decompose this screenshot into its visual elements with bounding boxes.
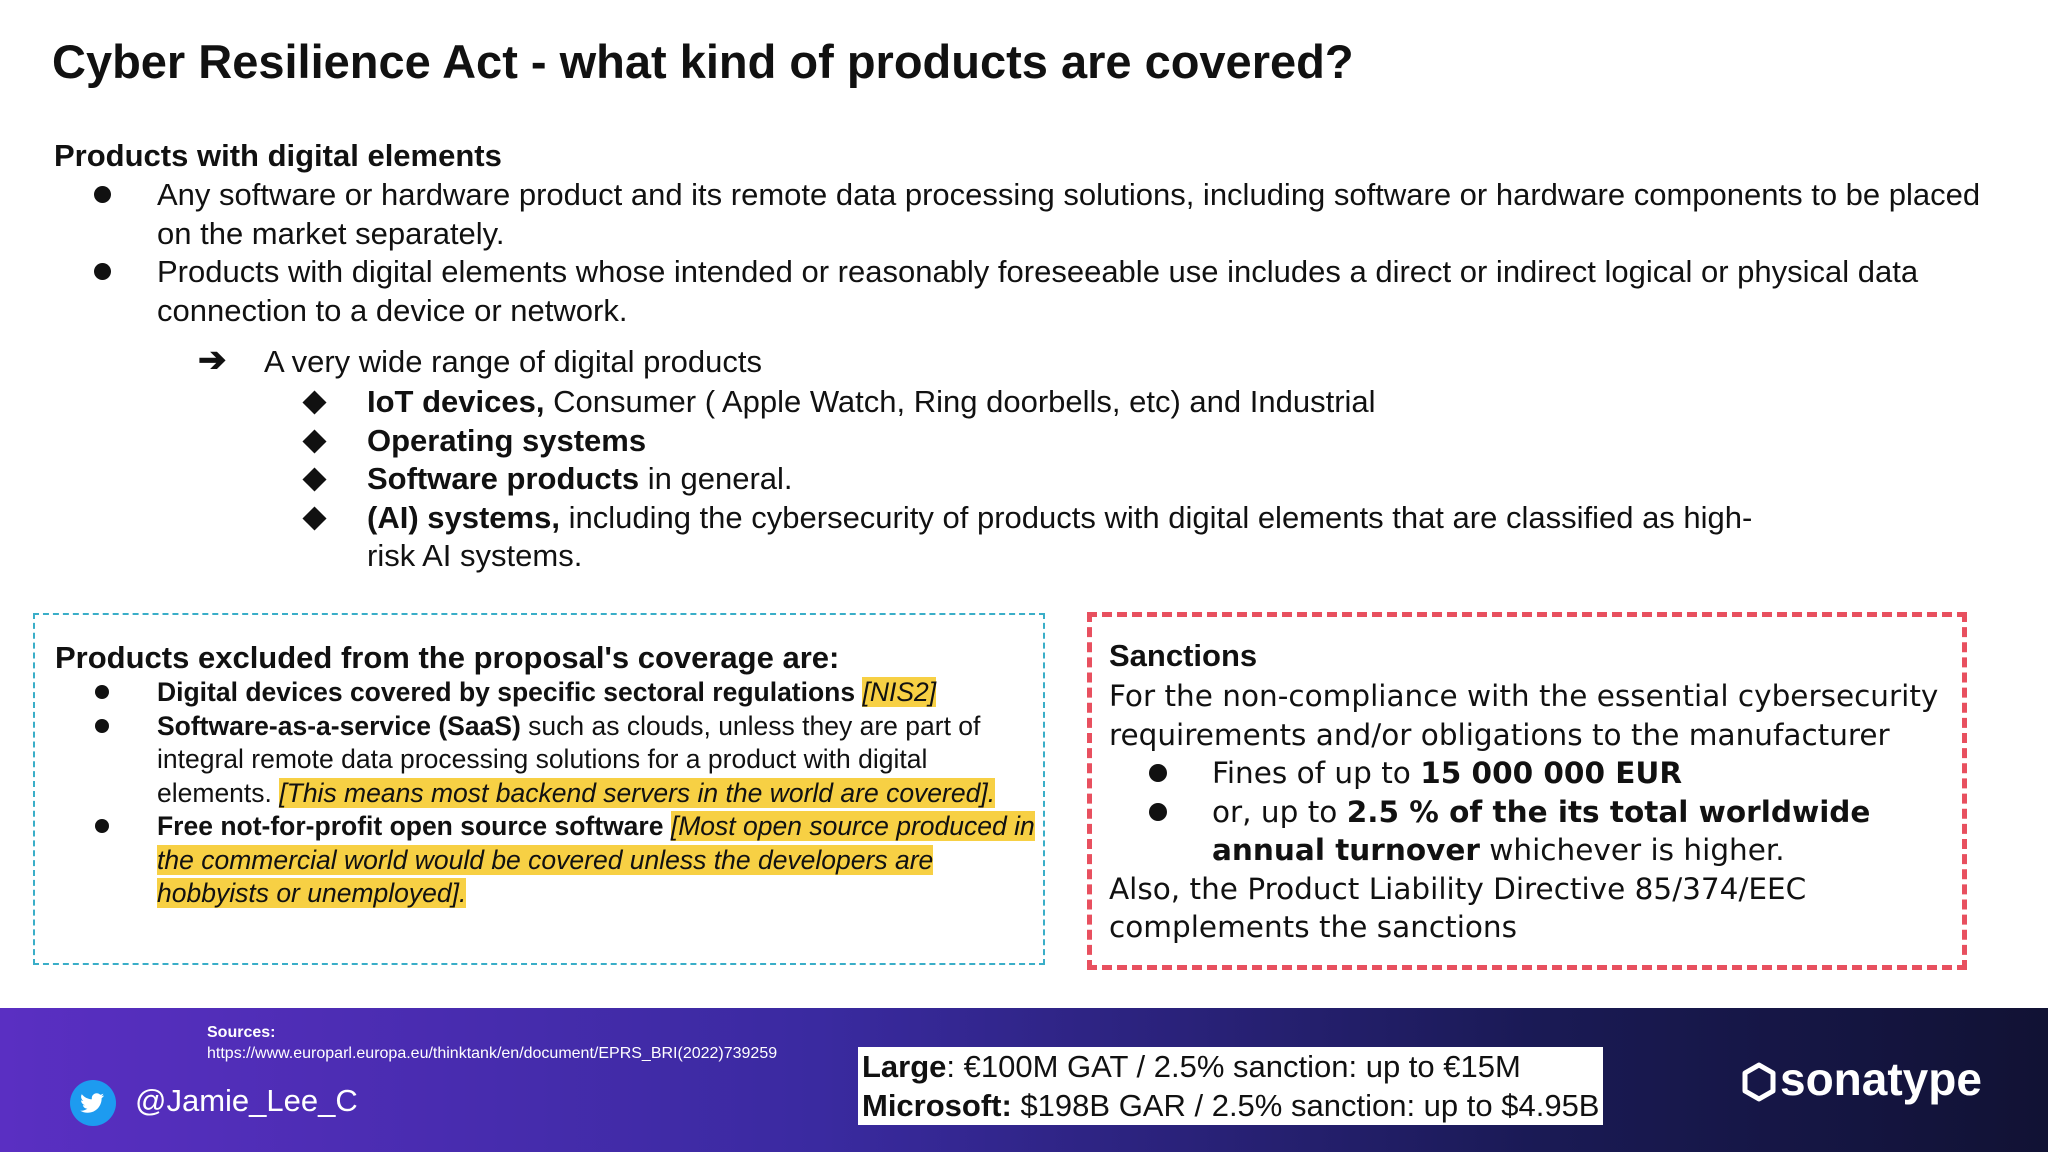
list-item — [55, 676, 1035, 710]
sanctions-list — [1109, 754, 1959, 870]
twitter-icon — [70, 1080, 116, 1126]
item-text: whichever is higher. — [1479, 833, 1785, 867]
list-item — [1109, 793, 1959, 870]
list-item — [54, 176, 2004, 253]
list-item — [1109, 754, 1959, 793]
item-text — [663, 811, 670, 841]
diamond-bullet-icon — [302, 467, 326, 491]
item-bold: IoT devices, — [367, 384, 545, 419]
brand-name: sonatype — [1780, 1053, 1982, 1105]
highlighted-note: [Most open source produced in the commercial world would be covered unless the developers are hobbyists or unemployed]. — [157, 811, 1035, 908]
bullet-icon — [94, 263, 111, 280]
sources-label: Sources: — [207, 1024, 276, 1041]
example-bold: Microsoft: — [862, 1088, 1012, 1123]
list-item — [300, 460, 1900, 499]
sources-link[interactable]: https://www.europarl.europa.eu/thinktank/en/document/EPRS_BRI(2022)739259 — [207, 1045, 778, 1062]
hexagon-logo-icon — [1742, 1062, 1776, 1102]
example-text: $198B GAR / 2.5% sanction: up to $4.95B — [1011, 1088, 1600, 1123]
sanction-example-box — [858, 1047, 1603, 1125]
sanctions-outro: Also, the Product Liability Directive 85/374/EEC complements the sanctions — [1109, 871, 1807, 944]
list-item — [54, 253, 2004, 330]
list-item — [300, 422, 1900, 461]
diamond-bullet-icon — [302, 390, 326, 414]
example-bold: Large — [862, 1049, 947, 1084]
bullet-icon — [1149, 764, 1167, 782]
example-large — [862, 1047, 1599, 1086]
diamond-bullet-icon — [302, 506, 326, 530]
item-text: Fines of up to — [1212, 756, 1421, 790]
diamond-bullet-icon — [302, 429, 326, 453]
arrow-right-icon: ➔ — [198, 341, 227, 379]
list-item — [55, 710, 1035, 811]
item-text: or, up to — [1212, 794, 1347, 829]
bullet-icon — [95, 685, 109, 699]
item-bold: Free not-for-profit open source software — [157, 811, 664, 841]
bullet-icon — [95, 719, 109, 733]
bullet-icon — [1149, 803, 1167, 821]
excluded-heading: Products excluded from the proposal's coverage are: — [55, 640, 840, 675]
products-heading: Products with digital elements — [54, 138, 502, 173]
item-bold: 15 000 000 EUR — [1420, 756, 1683, 790]
highlighted-note: [NIS2] — [862, 677, 937, 707]
item-bold: (AI) systems, — [367, 499, 560, 535]
range-list — [300, 383, 1900, 576]
slide-title: Cyber Resilience Act - what kind of products are covered? — [52, 35, 1354, 88]
excluded-list — [55, 676, 1035, 911]
sanctions-body — [1109, 677, 1959, 947]
item-text: including the cybersecurity of products with digital elements that are classified as high-risk AI systems. — [367, 499, 1753, 573]
item-bold: Software products — [367, 461, 640, 496]
bullet-icon — [95, 819, 109, 833]
products-bullet-list — [54, 176, 2004, 330]
item-bold: 2.5 % of the its total worldwide annual turnover — [1212, 794, 1871, 867]
list-item — [300, 499, 1900, 576]
item-text: in general. — [639, 461, 793, 496]
list-item — [55, 810, 1035, 911]
highlighted-note: [This means most backend servers in the world are covered]. — [279, 777, 996, 808]
bullet-text: Products with digital elements whose intended or reasonably foreseeable use includes a direct or indirect logical or physical data connection to a device or network. — [157, 254, 1919, 328]
sanctions-intro: For the non-compliance with the essential cybersecurity requirements and/or obligations to the manufacturer — [1109, 679, 1939, 752]
bullet-text: Any software or hardware product and its remote data processing solutions, including software or hardware components to be placed on the market separately. — [157, 177, 1981, 251]
sanctions-heading: Sanctions — [1109, 638, 1258, 673]
list-item — [300, 383, 1900, 422]
item-bold: Digital devices covered by specific sectoral regulations — [157, 677, 856, 707]
item-text: Consumer ( Apple Watch, Ring doorbells, etc) and Industrial — [544, 384, 1376, 419]
example-microsoft — [862, 1086, 1599, 1125]
twitter-handle[interactable]: @Jamie_Lee_C — [135, 1083, 358, 1118]
example-text: : €100M GAT / 2.5% sanction: up to €15M — [946, 1049, 1521, 1084]
range-summary-text: A very wide range of digital products — [264, 344, 762, 379]
item-bold: Operating systems — [367, 422, 647, 458]
bullet-icon — [94, 186, 111, 203]
item-bold: Software-as-a-service (SaaS) — [157, 710, 521, 741]
item-text: such as clouds, unless they are part of integral remote data processing solutions for a product with digital elements. — [157, 710, 981, 808]
